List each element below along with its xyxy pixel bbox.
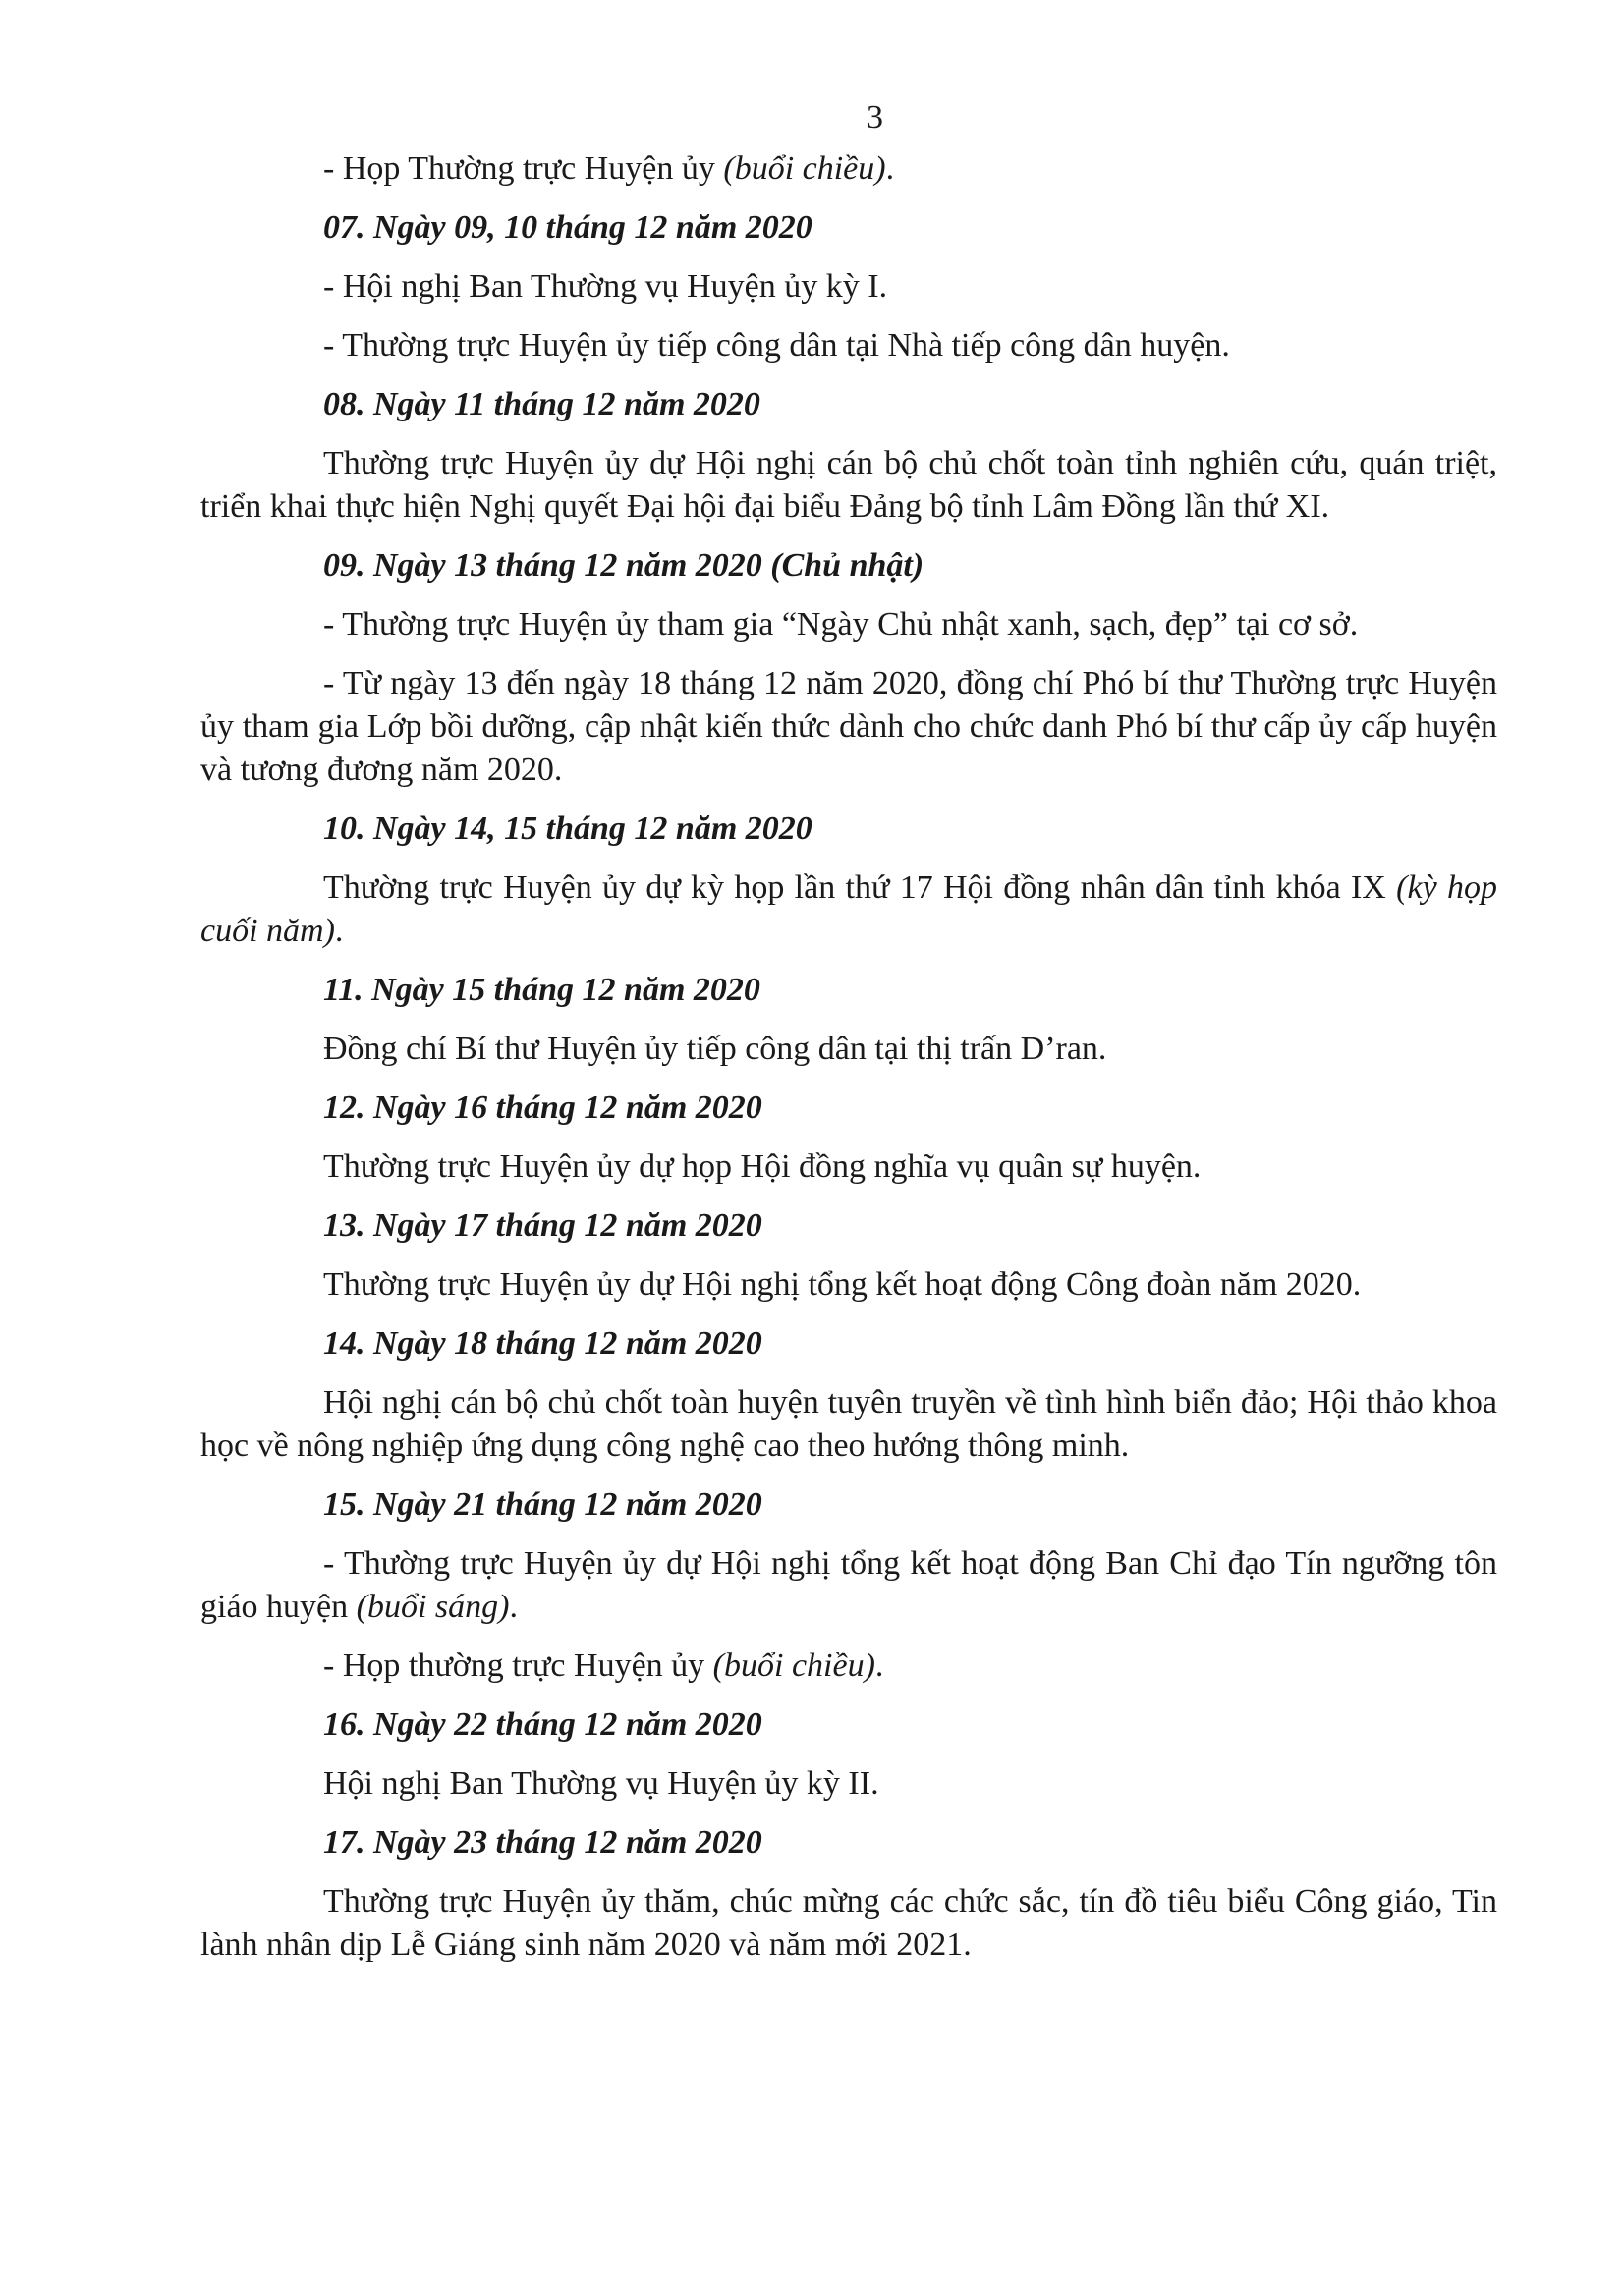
section-heading: 10. Ngày 14, 15 tháng 12 năm 2020 [323, 811, 812, 847]
list-item: - Thường trực Huyện ủy tham gia “Ngày Chủ nhật xanh, sạch, đẹp” tại cơ sở. [323, 606, 1359, 643]
section-paragraph: Thường trực Huyện ủy dự họp Hội đồng nghĩa vụ quân sự huyện. [323, 1148, 1202, 1185]
list-item: - Từ ngày 13 đến ngày 18 tháng 12 năm 2020, đồng chí Phó bí thư Thường trực Huyện ủy tham gia Lớp bồi dưỡng, cập nhật kiến thức dành cho chức danh Phó bí thư cấp ủy cấp huyện và tương đương năm 2020. [200, 665, 1497, 788]
time-note: (buổi chiều) [712, 1648, 875, 1684]
section-heading: 07. Ngày 09, 10 tháng 12 năm 2020 [323, 209, 812, 246]
section-paragraph: Thường trực Huyện ủy dự Hội nghị tổng kết hoạt động Công đoàn năm 2020. [323, 1266, 1362, 1303]
section-paragraph: Thường trực Huyện ủy thăm, chúc mừng các chức sắc, tín đồ tiêu biểu Công giáo, Tin lành nhân dịp Lễ Giáng sinh năm 2020 và năm mới 2021. [200, 1883, 1497, 1963]
time-note: (buổi chiều) [723, 150, 886, 187]
section-paragraph: Hội nghị cán bộ chủ chốt toàn huyện tuyên truyền về tình hình biển đảo; Hội thảo khoa học về nông nghiệp ứng dụng công nghệ cao theo hướng thông minh. [200, 1384, 1497, 1464]
list-item: - Họp thường trực Huyện ủy (buổi chiều). [323, 1648, 884, 1684]
section-heading: 09. Ngày 13 tháng 12 năm 2020 (Chủ nhật) [323, 547, 924, 584]
section-paragraph: Thường trực Huyện ủy dự kỳ họp lần thứ 17 Hội đồng nhân dân tỉnh khóa IX (kỳ họp cuối năm). [200, 869, 1497, 949]
section-heading: 11. Ngày 15 tháng 12 năm 2020 [323, 972, 760, 1008]
section-heading: 15. Ngày 21 tháng 12 năm 2020 [323, 1486, 762, 1523]
section-heading: 13. Ngày 17 tháng 12 năm 2020 [323, 1207, 762, 1244]
intro-item: - Họp Thường trực Huyện ủy (buổi chiều). [323, 150, 895, 187]
list-item: - Thường trực Huyện ủy dự Hội nghị tổng kết hoạt động Ban Chỉ đạo Tín ngưỡng tôn giáo huyện (buổi sáng). [200, 1545, 1497, 1625]
section-paragraph: Hội nghị Ban Thường vụ Huyện ủy kỳ II. [323, 1765, 879, 1802]
session-note: (kỳ họp cuối năm) [200, 869, 1497, 949]
page-number: 3 [867, 99, 883, 136]
section-heading: 17. Ngày 23 tháng 12 năm 2020 [323, 1824, 762, 1861]
section-heading: 12. Ngày 16 tháng 12 năm 2020 [323, 1090, 762, 1126]
list-item: - Hội nghị Ban Thường vụ Huyện ủy kỳ I. [323, 268, 888, 305]
section-paragraph: Thường trực Huyện ủy dự Hội nghị cán bộ chủ chốt toàn tỉnh nghiên cứu, quán triệt, triển khai thực hiện Nghị quyết Đại hội đại biểu Đảng bộ tỉnh Lâm Đồng lần thứ XI. [200, 445, 1497, 525]
section-heading: 14. Ngày 18 tháng 12 năm 2020 [323, 1325, 762, 1362]
document-body [200, 147, 1497, 1983]
list-item: - Thường trực Huyện ủy tiếp công dân tại Nhà tiếp công dân huyện. [323, 327, 1230, 364]
section-heading: 16. Ngày 22 tháng 12 năm 2020 [323, 1707, 762, 1743]
section-paragraph: Đồng chí Bí thư Huyện ủy tiếp công dân tại thị trấn D’ran. [323, 1031, 1107, 1067]
section-heading: 08. Ngày 11 tháng 12 năm 2020 [323, 386, 760, 422]
time-note: (buổi sáng) [356, 1589, 510, 1625]
